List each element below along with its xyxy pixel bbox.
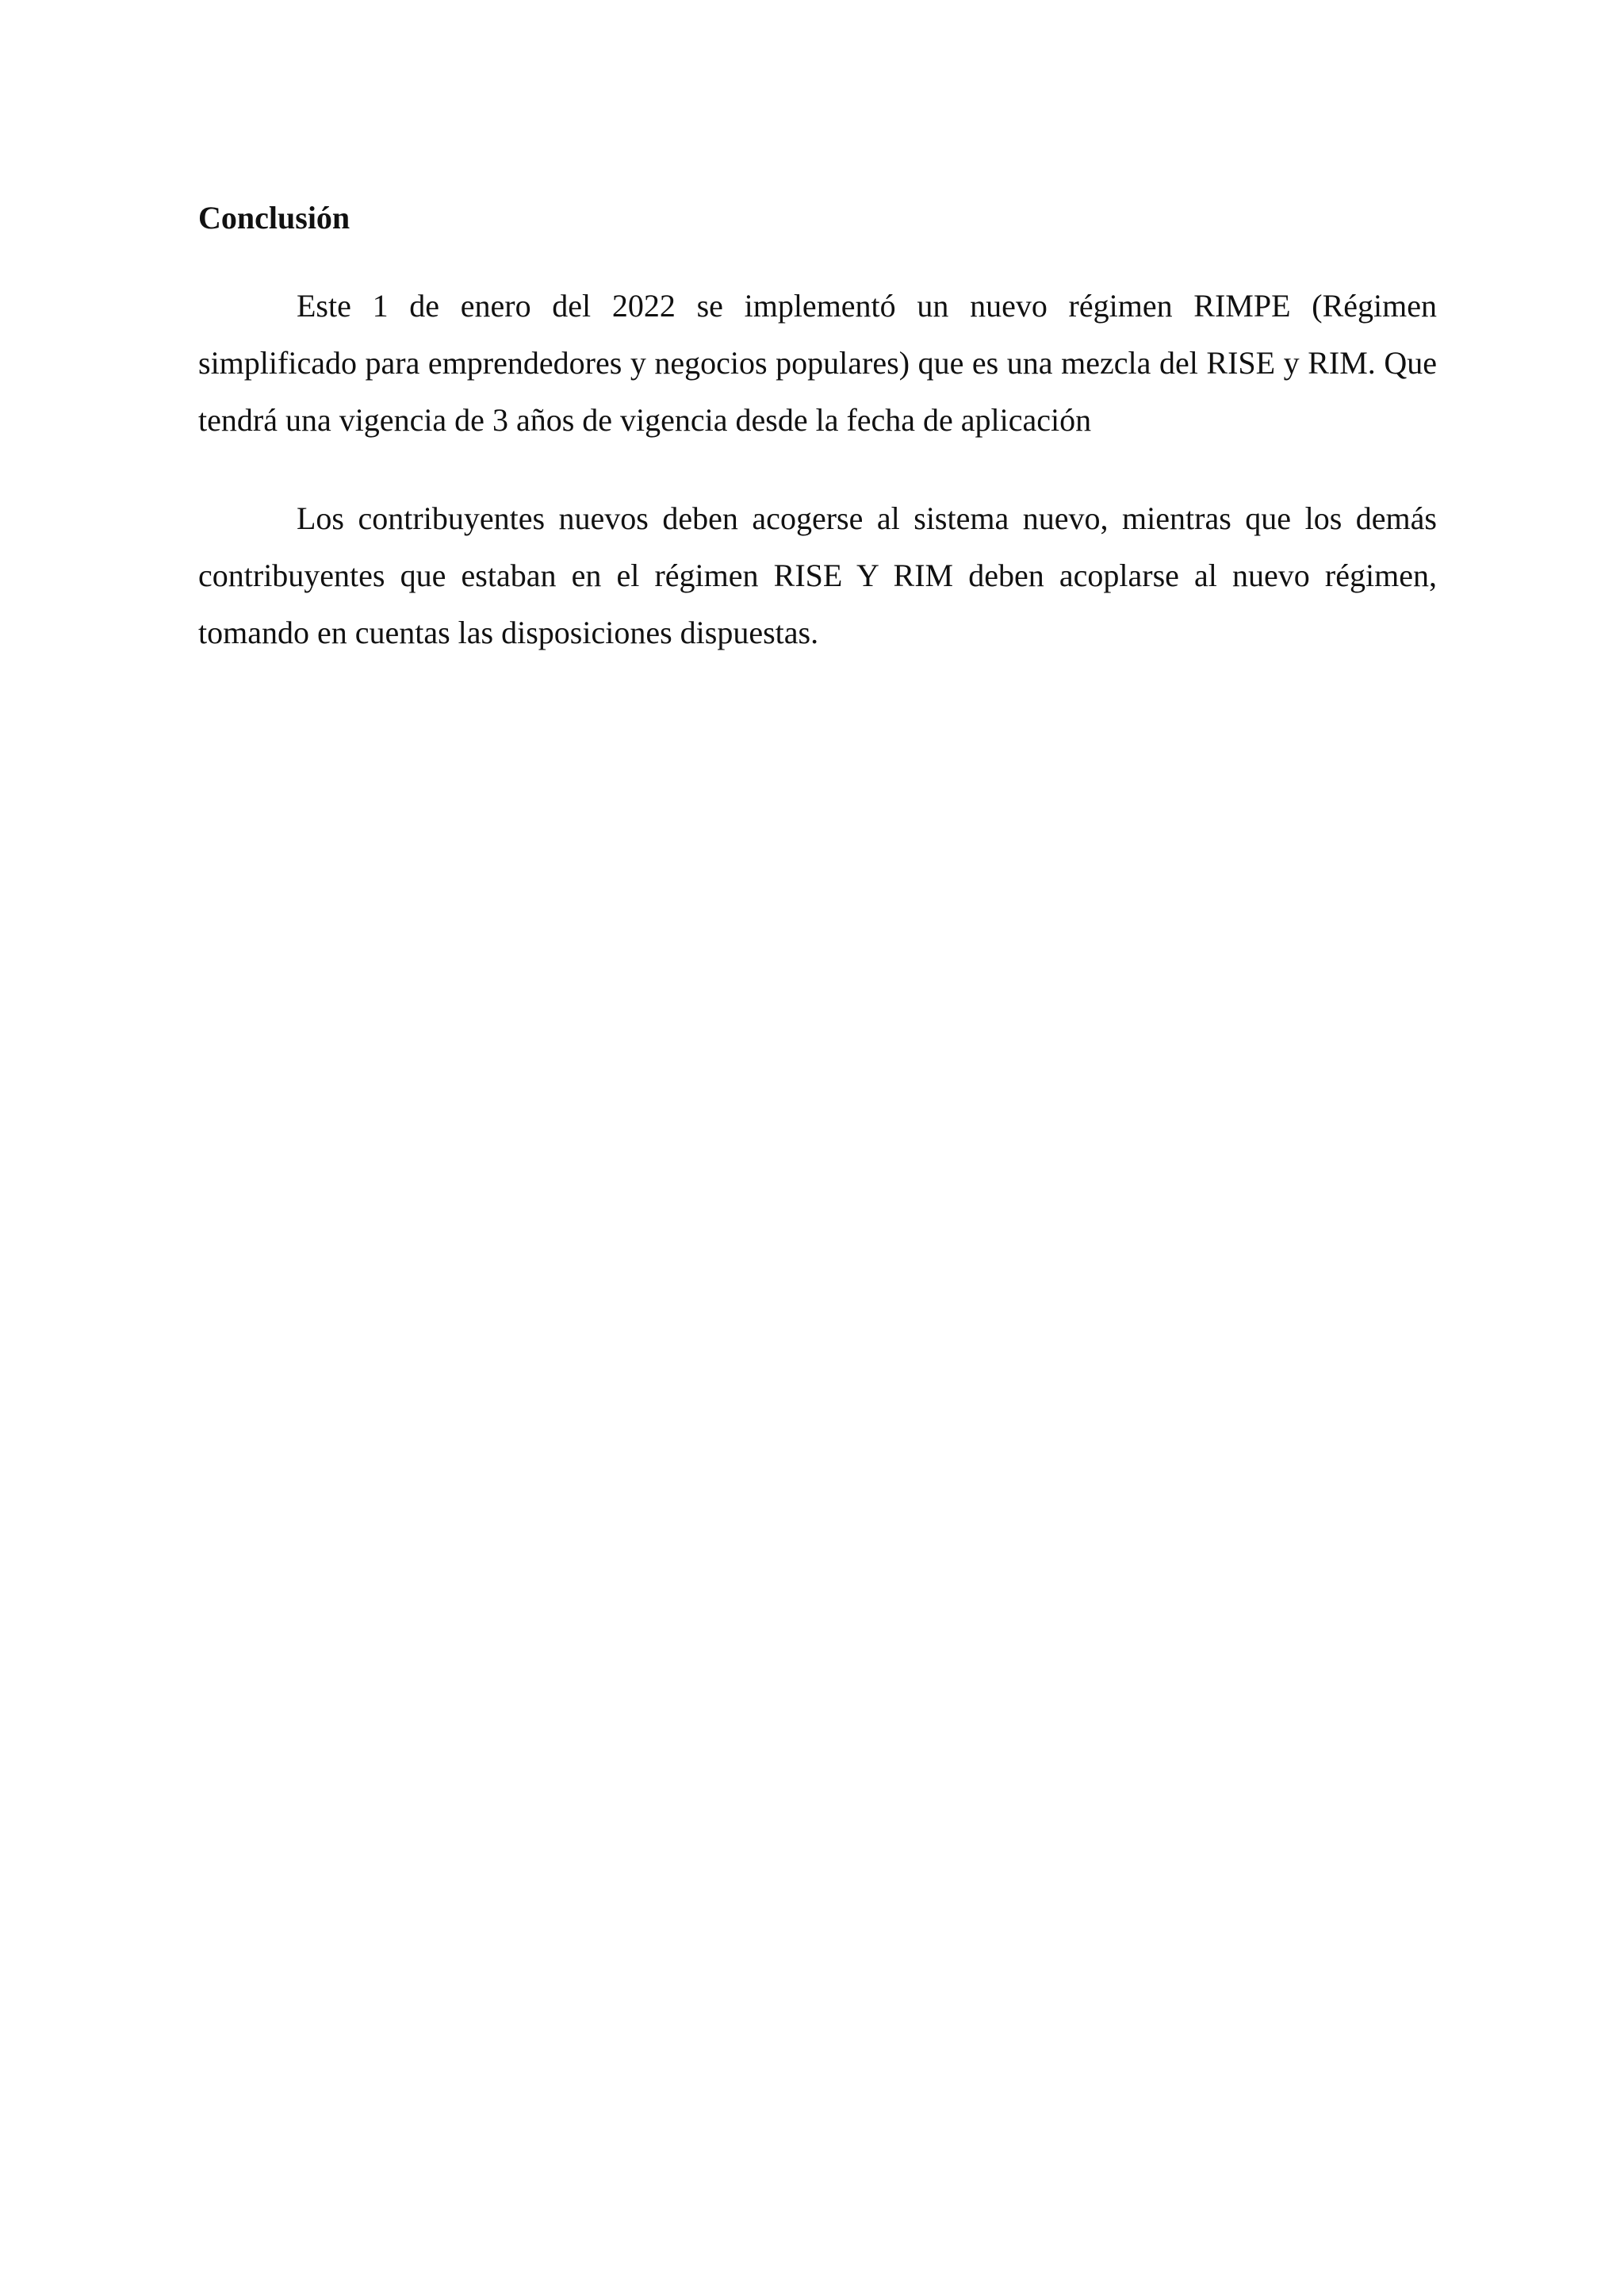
paragraph-1: Este 1 de enero del 2022 se implementó un nuevo régimen RIMPE (Régimen simplificado para emprendedores y negocios populares) que es una mezcla del RISE y RIM. Que tendrá una vigencia de 3 años de vigencia desde la fecha de aplicación — [198, 288, 1437, 438]
paragraph-2: Los contribuyentes nuevos deben acogerse al sistema nuevo, mientras que los demás contribuyentes que estaban en el régimen RISE Y RIM deben acoplarse al nuevo régimen, tomando en cuentas las disposiciones dispuestas. — [198, 500, 1437, 650]
document-body — [198, 194, 1437, 703]
section-heading: Conclusión — [198, 200, 350, 236]
